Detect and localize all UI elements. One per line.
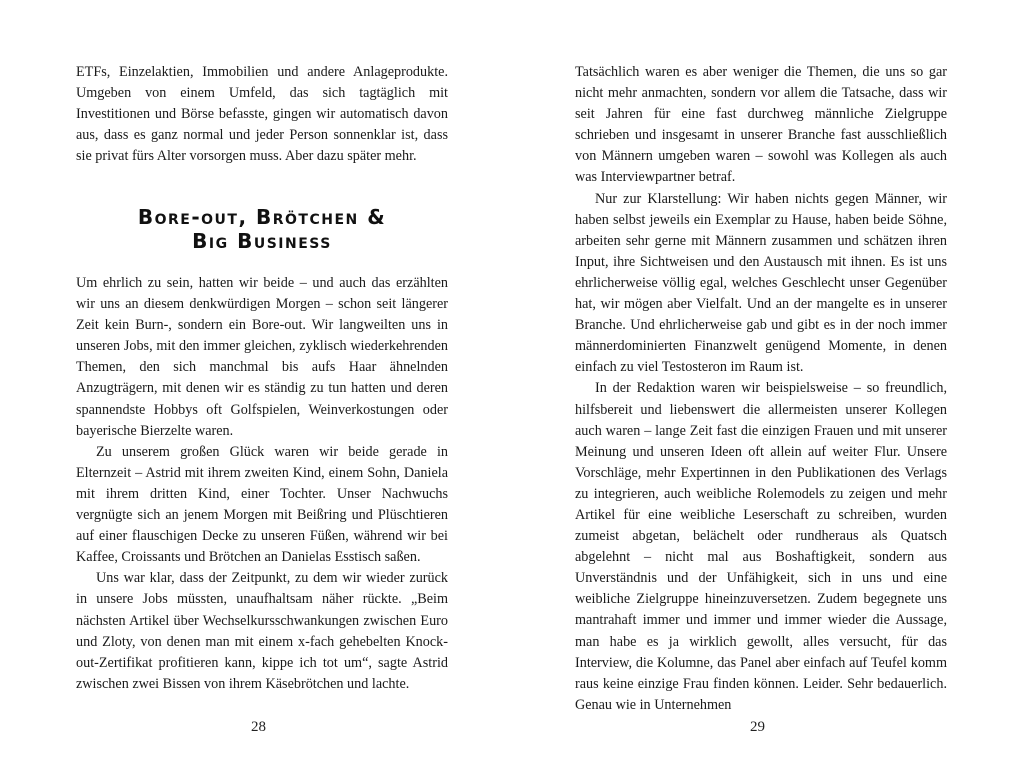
left-body-text: [76, 273, 448, 695]
right-body-text: [575, 62, 947, 716]
left-top-paragraph: ETFs, Einzelaktien, Immobilien und andere Anlageprodukte. Umgeben von einem Umfeld, das sich tagtäglich mit Investitionen und Börse befasste, gingen wir automatisch davon aus, dass es ganz normal und jeder Person sonnenklar ist, dass sie privat fürs Alter vorsorgen muss. Aber dazu später mehr.: [76, 64, 448, 165]
chapter-heading-line2: Big Business: [192, 229, 332, 253]
right-paragraph-3: In der Redaktion waren wir beispielsweise – so freundlich, hilfsbereit und liebenswert die allermeisten unserer Kollegen auch waren – lange Zeit fast die einzigen Frauen und mit unserer Meinung und unseren Ideen oft allein auf weiter Flur. Unsere Vorschläge, mehr Expertinnen in den Publikationen des Verlags zu integrieren, auch weibliche Rolemodels zu zeigen und mehr Artikel für eine weibliche Leserschaft zu schreiben, wurden zumeist abgetan, belächelt oder rundheraus als Quatsch abgelehnt – nicht mal aus Boshaftigkeit, sondern aus Unverständnis und der Unfähigkeit, sich in uns und eine weibliche Zielgruppe hineinzuversetzen. Zudem begegnete uns mantrahaft immer und immer und immer wieder die Aussage, man habe es ja wirklich gewollt, alles versucht, für das Interview, die Kolumne, das Panel aber einfach auf Teufel komm raus keine einzige Frau finden können. Leider. Sehr bedauerlich. Genau wie in Unternehmen: [575, 380, 947, 713]
chapter-heading-line1: Bore-out, Brötchen &: [137, 205, 387, 229]
left-paragraph-1: Um ehrlich zu sein, hatten wir beide – und auch das erzählten wir uns an diesem denkwürdigen Morgen – schon seit längerer Zeit kein Burn-, sondern ein Bore-out. Wir langweilten uns in unseren Jobs, mit den immer gleichen, zyklisch wiederkehrenden Themen, den sich manchmal bis aufs Haar ähnelnden Anzugträgern, mit denen wir es ständig zu tun hatten und deren spannendste Hobbys oft Golfspielen, Weinverkostungen oder bayerische Bierzelte waren.: [76, 275, 448, 439]
page-number-left: 28: [251, 719, 266, 735]
right-paragraph-1: Tatsächlich waren es aber weniger die Themen, die uns so gar nicht mehr anmachten, sondern vor allem die Tatsache, dass wir seit Jahren für eine fast durchweg männliche Zielgruppe schrieben und insgesamt in unserer Branche fast ausschließlich von Männern umgeben waren – sowohl was Kollegen als auch was Interviewpartner betraf.: [575, 64, 947, 186]
left-top-text: [76, 62, 448, 167]
chapter-heading: [76, 205, 448, 253]
left-paragraph-3: Uns war klar, dass der Zeitpunkt, zu dem wir wieder zurück in unsere Jobs müssten, unaufhaltsam näher rückte. „Beim nächsten Artikel über Wechselkursschwankungen zwischen Euro und Zloty, von denen man mit einem x-fach gehebelten Knock-out-Zertifikat profitieren kann, kippe ich tot um“, sagte Astrid zwischen zwei Bissen von ihrem Käsebrötchen und lachte.: [76, 570, 448, 692]
left-paragraph-2: Zu unserem großen Glück waren wir beide gerade in Elternzeit – Astrid mit ihrem zweiten Kind, einem Sohn, Daniela mit ihrem dritten Kind, einer Tochter. Unser Nachwuchs vergnügte sich an jenem Morgen mit Beißring und Plüschtieren auf einer flauschigen Decke zu unseren Füßen, während wir bei Kaffee, Croissants und Brötchen an Danielas Esstisch saßen.: [76, 443, 448, 566]
page-number-right: 29: [750, 719, 765, 735]
right-paragraph-2: Nur zur Klarstellung: Wir haben nichts gegen Männer, wir haben selbst jeweils ein Exemplar zu Hause, haben beide Söhne, arbeiten sehr gerne mit Männern zusammen und schätzen ihren Input, ihre Sichtweisen und den Austausch mit ihnen. Es ist uns ehrlicherweise völlig egal, welches Geschlecht unser Gegenüber hat, wir mögen aber Vielfalt. Und an der mangelte es in unserer Branche. Und ehrlicherweise gab und gibt es in der noch immer männerdominierten Finanzwelt genügend Momente, in denen einfach zu viel Testosteron im Raum ist.: [575, 190, 947, 376]
